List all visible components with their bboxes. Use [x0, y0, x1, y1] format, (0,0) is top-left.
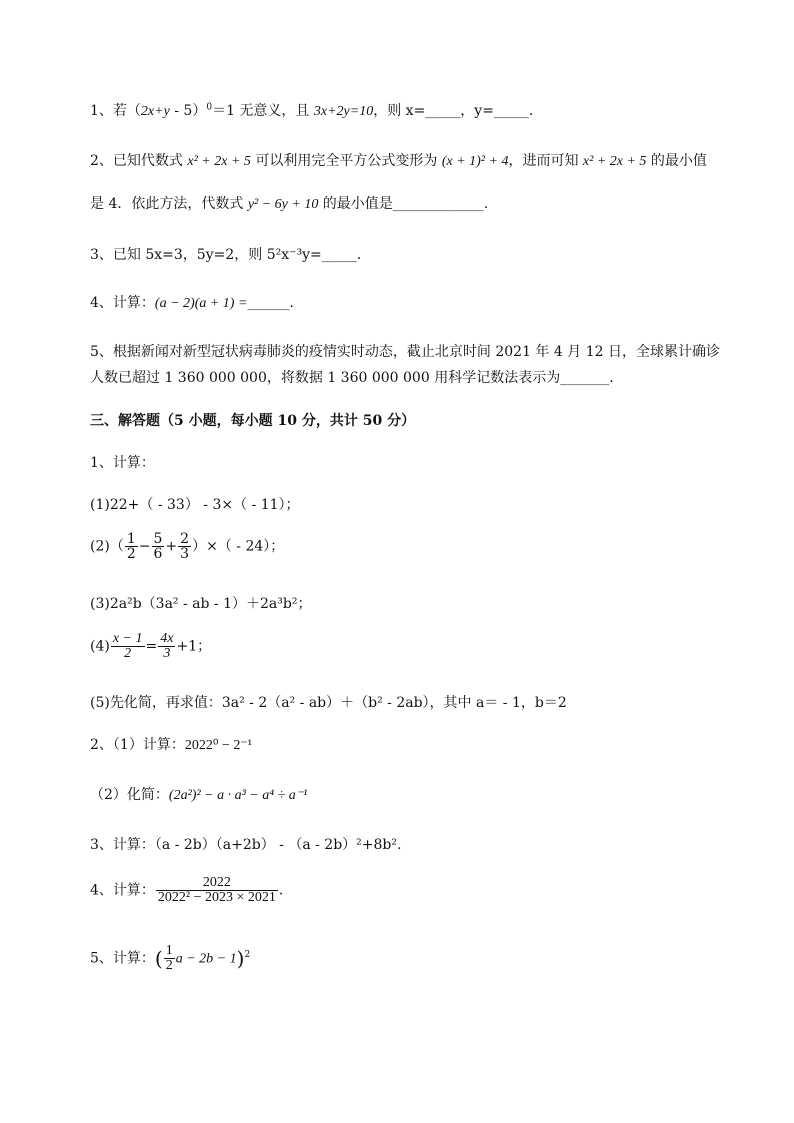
problem-1-part-2 — [90, 532, 284, 561]
p3-text: 3、计算：（a - 2b）（a+2b） - （a - 2b）²+8b². — [90, 837, 402, 853]
equals-sign: = — [145, 638, 158, 655]
right-paren: ) — [236, 946, 245, 971]
fraction-2022-expression — [156, 876, 278, 905]
q1-exponent: 0 — [206, 102, 213, 113]
q2-end: 的最小值 — [650, 153, 707, 169]
question-5-line-1 — [90, 341, 720, 361]
fraction-1-2 — [125, 532, 138, 561]
q2-poly-2: x² + 2x + 5 — [582, 154, 647, 169]
p1-title-text: 1、计算： — [90, 455, 155, 471]
q1-expr-a: 2x+y — [140, 104, 170, 119]
q2-square-form: (x + 1)² + 4 — [441, 154, 509, 169]
problem-5 — [90, 944, 250, 973]
q1-middle: ＝1 无意义，且 — [212, 103, 314, 119]
fraction-numerator: 5 — [153, 531, 163, 547]
problem-3 — [90, 834, 401, 854]
p5-prefix: 5、计算： — [90, 950, 155, 967]
fraction-denominator: 2 — [165, 958, 173, 973]
fraction-numerator: 1 — [126, 531, 136, 547]
p2-part-1-expr: 2022⁰ − 2⁻¹ — [184, 738, 252, 753]
fraction-numerator: 2 — [180, 531, 190, 547]
q2-prefix: 2、已知代数式 — [90, 153, 183, 169]
p1-part-5-text: (5)先化简，再求值：3a² - 2（a² - ab）＋（b² - 2ab），其中 a＝ - 1，b＝2 — [90, 695, 567, 711]
fraction-numerator: x − 1 — [112, 631, 143, 646]
q2-line2-end: 的最小值是_____________. — [322, 196, 489, 212]
problem-4 — [90, 876, 283, 905]
q5-line-1: 5、根据新闻对新型冠状病毒肺炎的疫情实时动态，截止北京时间 2021 年 4 月 12 日，全球累计确诊 — [90, 344, 720, 360]
question-4 — [90, 292, 294, 312]
p2-part-1-prefix: 2、（1）计算： — [90, 737, 185, 753]
q4-end: ______. — [247, 295, 294, 311]
p4-prefix: 4、计算： — [90, 882, 155, 899]
q3-text: 3、已知 5x=3，5y=2，则 5²x⁻³y=_____. — [90, 247, 362, 263]
p5-expression: a − 2b − 1 — [175, 951, 237, 967]
q2-poly: x² + 2x + 5 — [187, 154, 251, 169]
section-title: 三、解答题（5 小题，每小题 10 分，共计 50 分） — [90, 413, 416, 429]
q2-line2-prefix: 是 4．依此方法，代数式 — [90, 196, 244, 212]
fraction-denominator: 3 — [163, 646, 171, 661]
question-2-line-1 — [90, 150, 707, 170]
problem-2-part-1 — [90, 734, 252, 754]
fraction-5-6 — [152, 532, 165, 561]
question-5-line-2 — [90, 367, 614, 387]
q1-equation: 3x+2y=10 — [313, 104, 374, 119]
fraction-denominator: 2 — [124, 646, 132, 661]
q4-prefix: 4、计算： — [90, 295, 155, 311]
q1-end: ，则 x=_____，y=_____. — [373, 103, 534, 119]
q1-expr-b: - 5） — [169, 103, 207, 119]
fraction-denominator: 2 — [126, 546, 136, 562]
q5-line-2: 人数已超过 1 360 000 000，将数据 1 360 000 000 用科学记数法表示为_______. — [90, 370, 614, 386]
q2-middle-2: ，进而可知 — [508, 153, 579, 169]
problem-2-part-2 — [90, 784, 307, 804]
problem-1-part-1 — [90, 494, 300, 514]
section-heading — [90, 410, 415, 430]
problem-1-part-3 — [90, 593, 311, 613]
fraction-numerator: 2022 — [156, 876, 278, 891]
question-1 — [90, 100, 533, 120]
p2-part-2-expr: (2a²)² − a · a³ − a⁴ ÷ a⁻¹ — [168, 788, 308, 803]
problem-1-part-5 — [90, 692, 567, 712]
question-2-line-2 — [90, 193, 488, 213]
p4-end: . — [278, 882, 284, 899]
fraction-denominator: 3 — [180, 546, 190, 562]
q4-expr: (a − 2)(a + 1) = — [154, 296, 248, 311]
fraction-2-3 — [178, 532, 191, 561]
fraction-denominator: 6 — [153, 546, 163, 562]
problem-1-title — [90, 452, 155, 472]
fraction-numerator: 1 — [165, 943, 173, 958]
q1-prefix: 1、若（ — [90, 103, 141, 119]
q2-poly-3: y² − 6y + 10 — [247, 197, 319, 212]
plus-sign: + — [165, 538, 178, 555]
fraction-1-2-p5 — [164, 944, 175, 973]
minus-sign: − — [138, 538, 151, 555]
fraction-x-minus-1-over-2 — [111, 632, 145, 661]
p1-part-2-prefix: (2)（ — [90, 538, 124, 555]
p1-part-4-end: +1； — [176, 638, 212, 655]
p1-part-3-text: (3)2a²b（3a² - ab - 1）＋2a³b²； — [90, 596, 312, 612]
p1-part-1-text: (1)22+（ - 33） - 3×（ - 11）； — [90, 497, 300, 513]
p2-part-2-prefix: （2）化简： — [90, 787, 169, 803]
problem-1-part-4 — [90, 632, 211, 661]
fraction-denominator: 2022² − 2023 × 2021 — [157, 890, 276, 905]
p1-part-4-prefix: (4) — [90, 638, 110, 655]
left-paren: ( — [154, 946, 163, 971]
p1-part-2-end: ）×（ - 24）； — [192, 538, 285, 555]
fraction-numerator: 4x — [160, 631, 174, 646]
p5-exponent: 2 — [244, 949, 251, 960]
q2-middle: 可以利用完全平方公式变形为 — [255, 153, 438, 169]
question-3 — [90, 244, 361, 264]
fraction-4x-over-3 — [158, 632, 175, 661]
